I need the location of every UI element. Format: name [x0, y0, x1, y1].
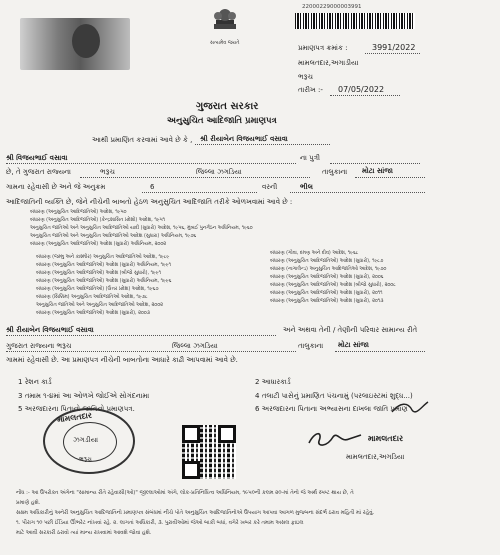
family-suffix: અને અથવા તેની / તેણીની પરિવાર સામાન્ય રીતે	[283, 326, 418, 334]
basis-item-3: 3 તમામ ૧-૪માં આ ઓળખે જોઈએ સોગંદનામા	[18, 392, 150, 400]
signature-flourish	[390, 398, 430, 422]
taluka-suffix: તાલુકાના	[322, 168, 348, 176]
basis-item-6: 6 અરજદારના પિતાના અભ્યાસના દાખલા જાતિ પ્રમાણ	[255, 405, 408, 413]
order-left-item: બંધારણ (અનુસુચિત આદિજાતિઓ) આદેશ (સુધારો) અધિનિયમ, ૧૯૯૬	[36, 279, 172, 284]
orders-right-list	[270, 250, 396, 306]
stamp-text-top: મામલતદાર	[56, 410, 93, 425]
family-taluka-suffix: તાલુકાના	[298, 342, 324, 350]
family-taluka: જિલ્લા ઝગડિયા	[172, 342, 218, 350]
order-right-item: બંધારણ (અનુસુચિત આદિજાતિઓ) આદેશ (સુધારો), ૨૦૧૩	[270, 299, 384, 304]
order-item: બંધારણ (અનુસુચિત આદિજાતિઓ) (કેન્દ્રશાસિત પ્રદેશો) આદેશ, ૧૯૫૧	[30, 218, 166, 223]
basis-item-1: 1 રેશન કાર્ડ	[18, 378, 52, 386]
village-name: મોટા સાંજા	[362, 167, 393, 175]
office-label: મામલતદાર,અગાડીયા	[298, 59, 359, 67]
father-name: શ્રી વિજયભાઈ વસાવા	[6, 154, 68, 162]
serial-no: 6	[150, 183, 155, 191]
issued-to-name: શ્રી રીયાબેન વિજયભાઈ વસાવા	[200, 135, 288, 143]
order-left-item: બંધારણ (જમ્મુ અને કાશ્મીર) અનુસુચિત આદિજાતિઓ આદેશ, ૧૯૮૯	[36, 255, 170, 260]
orders-list	[30, 209, 253, 249]
order-right-item: બંધારણ (નાગાલેન્ડ) અનુસુચિત આદિજાતિઓ આદેશ, ૧૯૭૦	[270, 267, 387, 272]
order-left-item: અનુસુચિત જાતિઓ અને અનુસુચિત આદિજાતિઓ આદેશ, ૨૦૦૨	[36, 303, 163, 308]
village-prefix: છે, તે ગુજરાત રાજ્યના	[6, 168, 71, 176]
emblem-caption: સત્યમેવ જયતે	[210, 41, 240, 46]
stamp-text-mid: ઝગડીયા	[73, 436, 99, 444]
note-line-1: નોંધ :- આ ઉપરોક્ત અંગેના "સામાન્ય રીતે રહેવાસી(ઓ)" જીલ્લાઓમાં અંગે, લોક-પ્રતિનિધિત્વ અધિનિયમ, ૧૯૫૦ની કલમ ૨૦-માં તેનો જે અર્થ સ્પષ્ટ થાય છે, તે	[16, 490, 354, 496]
order-item: બંધારણ (અનુસુચિત આદિજાતિઓ) આદેશ (સુધારો) અધિનિયમ, ૨૦૦૨	[30, 242, 167, 247]
certificate-title: અનુસુચિત આદિજાતિ પ્રમાણપત્ર	[167, 116, 277, 126]
basis-item-2: 2 આધારકાર્ડ	[255, 378, 291, 386]
barcode	[295, 13, 415, 29]
basis-item-4: 4 તલાટી પાસેનું પ્રમાણિત પંચનામું (પરલાઇસ્ટમાં શુદ્ધ...)	[255, 392, 413, 400]
face-silhouette	[72, 24, 100, 58]
community-suffix: વરની	[262, 183, 278, 191]
order-item: અનુસુચિત જાતિઓ અને અનુસુચિત આદિજાતિઓ યાદી (સુધારો) આદેશ, ૧૯૫૬, મુંબઈ પુનર્ગઠન અધિનિયમ, ૧૯૬૦	[30, 226, 253, 231]
order-left-item: બંધારણ (સિક્કિમ) અનુસુચિત આદિજાતિઓ આદેશ, ૧૯૭૮	[36, 295, 148, 300]
date-label: તારીખ :-	[298, 86, 323, 94]
family-resident-line: ગામમાં રહેવાસી છે. આ પ્રમાણપત્ર નીચેની બાબતોના આધારે કાઢી આપવામાં આવે છે.	[6, 356, 238, 364]
taluka-name: જિલ્લા ઝગડિયા	[196, 168, 242, 176]
na-putri: ના પુત્રી	[300, 154, 321, 162]
official-stamp	[43, 408, 135, 474]
order-left-item: બંધારણ (અનુસુચિત આદિજાતિઓ) આદેશ (સુધારો), ૨૦૦૩	[36, 311, 150, 316]
order-item: બંધારણ (અનુસુચિત આદિજાતિઓ) આદેશ, ૧૯૫૦	[30, 210, 127, 215]
family-state-district: ગુજરાત રાજ્યના ભરૂચ	[6, 342, 72, 350]
taluka-label: ભરૂચ	[298, 73, 313, 81]
signatory-office: મામલતદાર,અગડિયા	[346, 453, 405, 461]
note-line-4: ૧. પીરાગ ૧૦ પછી ઈંડિયા ઊંભરેટ નાંખવાં રહે. ૨. લાગતાં અધિકારી, ૩. પુરાવીઓમાં જેઓ બાકી બધાં, વગેરે ખબર કરે તમામ અસલ ફાઇલ	[16, 520, 304, 526]
tribe: ભીલ	[300, 183, 313, 191]
order-right-item: બંધારણ (અનુસુચિત આદિજાતિઓ) આદેશ (બીજો સુધારો), ૨૦૦૮	[270, 283, 396, 288]
certificate-no-label: પ્રમાણપત્ર ક્રમાંક :	[298, 44, 348, 52]
certificate-date: 07/05/2022	[338, 85, 385, 94]
signatory-title: મામલતદાર	[368, 434, 404, 443]
issued-to-prefix: આથી પ્રમાણિત કરવામાં આવે છે કે ,	[92, 136, 193, 144]
order-right-item: બંધારણ (અનુસુચિત આદિજાતિઓ) આદેશ (સુધારો), ૨૦૧૧	[270, 291, 383, 296]
family-name: શ્રી રીયાબેન વિજયભાઈ વસાવા	[6, 326, 94, 334]
stamp-text-bottom: ભરૂચ	[79, 456, 92, 463]
ashoka-emblem-icon	[203, 3, 247, 41]
applicant-photo	[20, 18, 130, 70]
note-line-2: પ્રમાણે હશે.	[16, 500, 41, 506]
family-village: મોટા સાંજા	[338, 341, 369, 349]
community-prefix: ગામના રહેવાસી છે અને જે અનુક્રમ	[6, 183, 106, 191]
note-line-3: સક્ષમ અધિકારીનું અનેરી અનુસુચિત આદિજાતિનો પ્રમાણપત્ર સંબંધમાં નીચે પોતે અનુસુચિત આદિજાતિનોએ ઉપયાગ આપવા આગળ મુજબના સંદર્ભ ઠરાવ મહિતી માં રહેવું.	[16, 510, 375, 516]
order-left-item: બંધારણ (અનુસુચિત આદિજાતિઓ) આદેશ (બીજો સુધારો), ૧૯૯૧	[36, 271, 161, 276]
order-item: અનુસુચિત જાતિઓ અને અનુસુચિત આદિજાતિઓ આદેશ (સુધારા) અધિનિયમ, ૧૯૭૬	[30, 234, 197, 239]
district: ભરૂચ	[100, 168, 115, 176]
tribe-line: આદિજાતિની વ્યક્તિ છે, જેને નીચેની બાબતો હેઠળ અનુસુચિત આદિજાતિ તરીકે ઓળખવામાં આવે છે :	[6, 198, 293, 206]
certificate-no: 3991/2022	[372, 43, 416, 52]
order-right-item: બંધારણ (ગોવા, દમણ અને દીવ) આદેશ, ૧૯૬૮	[270, 251, 359, 256]
orders-left-list	[36, 254, 171, 318]
note-line-5: માટે આવી સરકારી ઠરાવો ત્યાં માન્ય રાખવામાં આવશે જોવા હશે.	[16, 530, 152, 536]
govt-title: ગુજરાત સરકાર	[196, 101, 259, 112]
signature	[305, 425, 365, 455]
order-right-item: બંધારણ (અનુસુચિત આદિજાતિઓ) આદેશ (સુધારો), ૧૯૮૭	[270, 259, 384, 264]
barcode-number: 22000229000003991	[302, 4, 362, 10]
order-left-item: બંધારણ (અનુસુચિત આદિજાતિઓ) (ઉત્તર પ્રદેશ) આદેશ, ૧૯૬૭	[36, 287, 159, 292]
footer-notes	[16, 488, 374, 538]
qr-code	[182, 425, 236, 479]
basis-item-5: 5 અરજદારના પિતાનો જાતિનો પ્રમાણપત્ર.	[18, 405, 135, 413]
order-right-item: બંધારણ (અનુસુચિત આદિજાતિઓ) આદેશ (સુધારો), ૨૦૦૬	[270, 275, 384, 280]
order-left-item: બંધારણ (અનુસુચિત આદિજાતિઓ) આદેશ (સુધારો) અધિનિયમ, ૧૯૯૧	[36, 263, 171, 268]
